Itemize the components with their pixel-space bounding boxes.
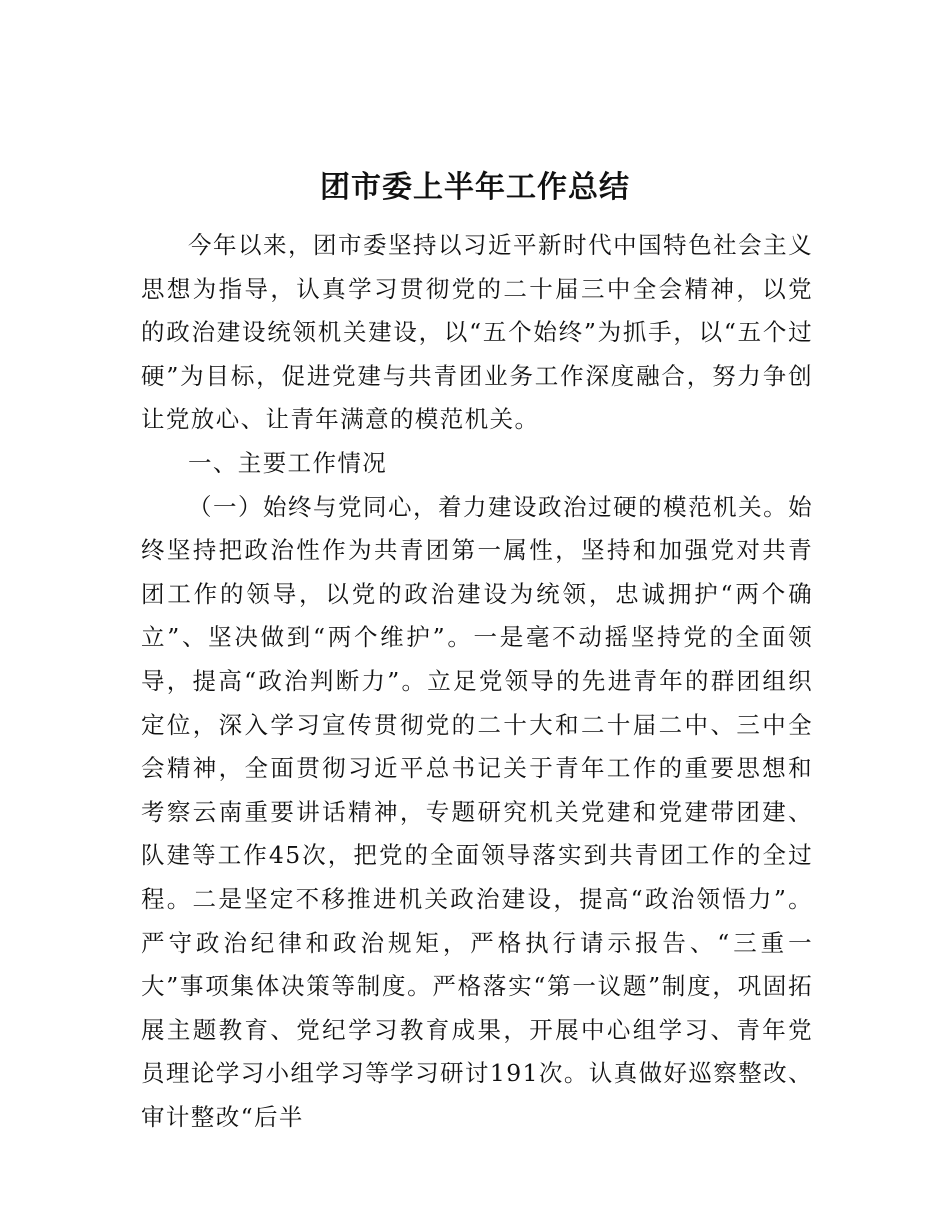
intro-paragraph: 今年以来，团市委坚持以习近平新时代中国特色社会主义思想为指导，认真学习贯彻党的二十届三中全会精神，以党的政治建设统领机关建设，以“五个始终”为抓手，以“五个过硬”为目标，促进党建与共青团业务工作深度融合，努力争创让党放心、让青年满意的模范机关。 [141, 231, 813, 434]
document-title: 团市委上半年工作总结 [320, 170, 630, 205]
document-body [141, 224, 813, 1139]
section-heading: 一、主要工作情况 [188, 448, 388, 477]
section-paragraph: （一）始终与党同心，着力建设政治过硬的模范机关。始终坚持把政治性作为共青团第一属性，坚持和加强党对共青团工作的领导，以党的政治建设为统领，忠诚拥护“两个确立”、坚决做到“两个维护”。一是毫不动摇坚持党的全面领导，提高“政治判断力”。立足党领导的先进青年的群团组织定位，深入学习宣传贯彻党的二十大和二十届二中、三中全会精神，全面贯彻习近平总书记关于青年工作的重要思想和考察云南重要讲话精神，专题研究机关党建和党建带团建、队建等工作45次，把党的全面领导落实到共青团工作的全过程。二是坚定不移推进机关政治建设，提高“政治领悟力”。严守政治纪律和政治规矩，严格执行请示报告、“三重一大”事项集体决策等制度。严格落实“第一议题”制度，巩固拓展主题教育、党纪学习教育成果，开展中心组学习、青年党员理论学习小组学习等学习研讨191次。认真做好巡察整改、审计整改“后半 [141, 492, 813, 1131]
